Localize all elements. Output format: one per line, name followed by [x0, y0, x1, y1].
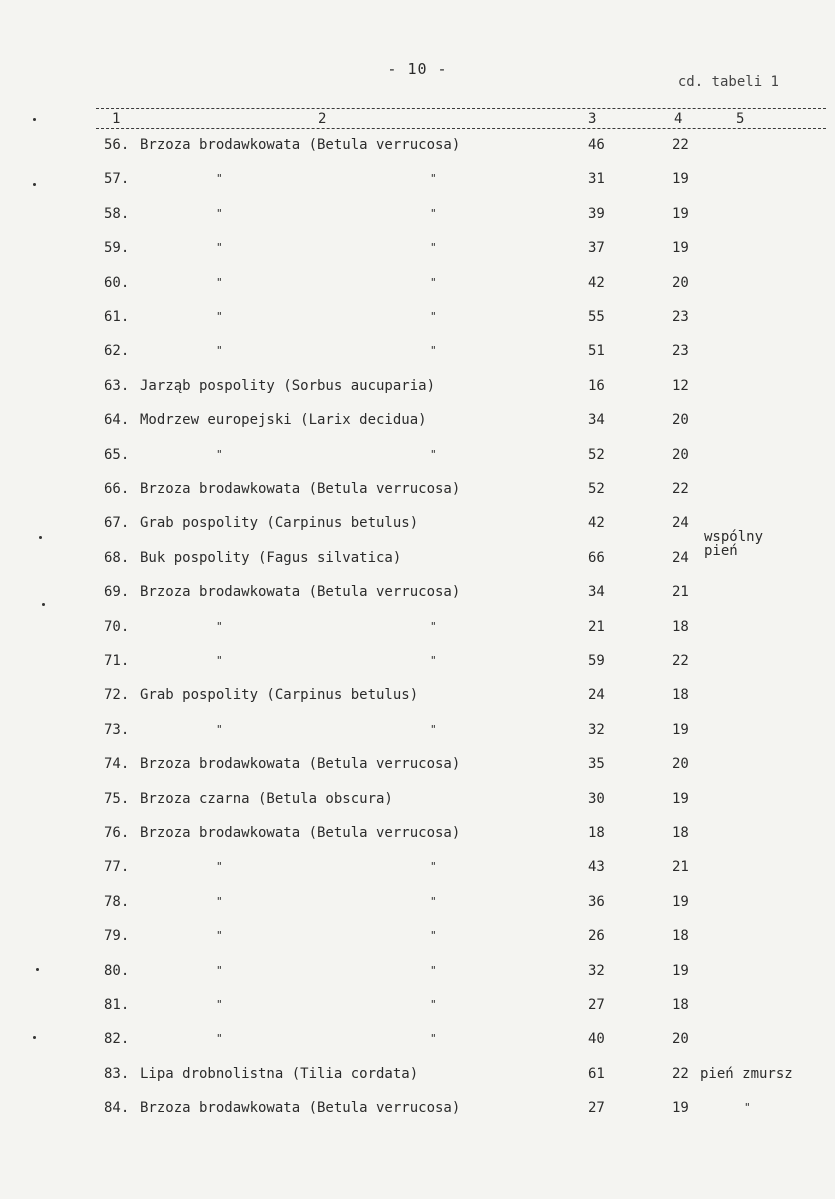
row-number: 57.: [104, 171, 130, 188]
value-col-3: 34: [588, 584, 605, 601]
species-name: Brzoza brodawkowata (Betula verrucosa): [140, 584, 461, 601]
value-col-3: 46: [588, 137, 605, 153]
table-row: [0, 924, 835, 948]
value-col-4: 22: [672, 137, 689, 153]
table-row: [0, 993, 835, 1017]
value-col-3: 39: [588, 205, 605, 222]
species-name: Grab pospolity (Carpinus betulus): [140, 687, 419, 704]
value-col-4: 22: [672, 653, 689, 669]
margin-mark: [39, 536, 42, 539]
species-name: Brzoza brodawkowata (Betula verrucosa): [140, 1100, 461, 1117]
value-col-3: 21: [588, 618, 605, 635]
page-number: - 10 -: [387, 60, 448, 78]
species-name: Brzoza brodawkowata (Betula verrucosa): [140, 756, 461, 773]
remark: pień zmursz: [700, 1065, 793, 1082]
ditto-mark: ": [430, 310, 437, 323]
ditto-mark: ": [216, 206, 223, 220]
ditto-mark: ": [430, 344, 437, 358]
table-row: [0, 649, 835, 673]
value-col-3: 32: [588, 721, 605, 738]
value-col-4: 19: [672, 893, 689, 910]
table-row: [0, 718, 835, 742]
ditto-mark: ": [216, 172, 223, 186]
table-row: [0, 1062, 835, 1086]
value-col-4: 19: [672, 790, 689, 807]
ditto-mark: ": [430, 654, 437, 667]
value-col-4: 20: [672, 1031, 689, 1048]
value-col-3: 35: [588, 756, 605, 773]
ditto-mark: ": [430, 275, 437, 289]
value-col-4: 18: [672, 687, 689, 704]
value-col-4: 22: [672, 1065, 689, 1082]
ditto-mark: ": [216, 310, 223, 323]
table-row: [0, 752, 835, 776]
value-col-3: 37: [588, 240, 605, 257]
row-number: 64.: [104, 412, 130, 429]
column-header-5: 5: [736, 111, 745, 127]
ditto-mark: ": [430, 172, 437, 186]
value-col-4: 19: [672, 721, 689, 738]
value-col-3: 55: [588, 309, 605, 325]
value-col-4: 18: [672, 928, 689, 945]
table-row: [0, 855, 835, 879]
row-number: 82.: [104, 1031, 130, 1048]
remark: ": [744, 1101, 751, 1115]
value-col-4: 23: [672, 343, 689, 360]
ditto-mark: ": [216, 1032, 223, 1046]
value-col-3: 32: [588, 962, 605, 979]
value-col-3: 27: [588, 997, 605, 1013]
margin-mark: [36, 968, 39, 971]
species-name: Brzoza brodawkowata (Betula verrucosa): [140, 481, 461, 497]
value-col-4: 24: [672, 515, 689, 532]
value-col-3: 16: [588, 377, 605, 394]
row-number: 84.: [104, 1100, 130, 1117]
row-number: 74.: [104, 756, 130, 773]
ditto-mark: ": [430, 998, 437, 1011]
row-number: 75.: [104, 790, 130, 807]
row-number: 70.: [104, 618, 130, 635]
value-col-3: 52: [588, 446, 605, 463]
value-col-3: 52: [588, 481, 605, 497]
value-col-4: 18: [672, 997, 689, 1013]
value-col-3: 40: [588, 1031, 605, 1048]
row-number: 60.: [104, 274, 130, 291]
table-row: [0, 615, 835, 639]
ditto-mark: ": [430, 619, 437, 633]
row-number: 81.: [104, 997, 130, 1013]
table-row: [0, 787, 835, 811]
value-col-4: 19: [672, 1100, 689, 1117]
row-number: 69.: [104, 584, 130, 601]
margin-mark: [33, 118, 36, 121]
row-number: 58.: [104, 205, 130, 222]
row-number: 59.: [104, 240, 130, 257]
table-top-rule: [96, 108, 826, 109]
value-col-3: 42: [588, 274, 605, 291]
value-col-3: 42: [588, 515, 605, 532]
row-number: 65.: [104, 446, 130, 463]
value-col-3: 43: [588, 859, 605, 876]
row-number: 56.: [104, 137, 130, 153]
ditto-mark: ": [430, 963, 437, 977]
row-number: 72.: [104, 687, 130, 704]
table-header-rule: [96, 128, 826, 129]
table-continuation-label: cd. tabeli 1: [677, 74, 779, 90]
value-col-4: 20: [672, 756, 689, 773]
table-row: [0, 202, 835, 226]
table-row: [0, 821, 835, 845]
value-col-3: 27: [588, 1100, 605, 1117]
column-header-3: 3: [588, 111, 597, 127]
ditto-mark: ": [216, 275, 223, 289]
value-col-4: 24: [672, 549, 689, 566]
margin-mark: [33, 183, 36, 186]
value-col-4: 18: [672, 618, 689, 635]
ditto-mark: ": [216, 963, 223, 977]
table-row: [0, 339, 835, 363]
row-number: 61.: [104, 309, 130, 325]
row-number: 76.: [104, 825, 130, 841]
species-name: Brzoza czarna (Betula obscura): [140, 790, 393, 807]
value-col-3: 26: [588, 928, 605, 945]
ditto-mark: ": [430, 206, 437, 220]
table-row: [0, 236, 835, 260]
shared-trunk-note: wspólny pień: [704, 529, 764, 559]
value-col-3: 24: [588, 687, 605, 704]
row-number: 80.: [104, 962, 130, 979]
value-col-3: 61: [588, 1065, 605, 1082]
ditto-mark: ": [430, 722, 437, 736]
species-name: Lipa drobnolistna (Tilia cordata): [140, 1065, 419, 1082]
ditto-mark: ": [216, 860, 223, 874]
value-col-4: 12: [672, 377, 689, 394]
row-number: 67.: [104, 515, 130, 532]
value-col-3: 59: [588, 653, 605, 669]
species-name: Jarząb pospolity (Sorbus aucuparia): [140, 377, 436, 394]
value-col-4: 20: [672, 412, 689, 429]
row-number: 62.: [104, 343, 130, 360]
ditto-mark: ": [216, 894, 223, 908]
ditto-mark: ": [430, 929, 437, 943]
table-row: [0, 374, 835, 398]
table-row: [0, 1096, 835, 1120]
ditto-mark: ": [430, 447, 437, 461]
row-number: 73.: [104, 721, 130, 738]
table-row: [0, 580, 835, 604]
value-col-4: 20: [672, 274, 689, 291]
table-row: [0, 305, 835, 329]
ditto-mark: ": [216, 998, 223, 1011]
value-col-3: 51: [588, 343, 605, 360]
column-header-2: 2: [318, 111, 327, 127]
value-col-3: 30: [588, 790, 605, 807]
row-number: 77.: [104, 859, 130, 876]
row-number: 79.: [104, 928, 130, 945]
value-col-3: 31: [588, 171, 605, 188]
ditto-mark: ": [430, 860, 437, 874]
value-col-4: 19: [672, 205, 689, 222]
value-col-4: 19: [672, 240, 689, 257]
species-name: Modrzew europejski (Larix decidua): [140, 412, 427, 429]
table-row: [0, 133, 835, 157]
table-row: [0, 443, 835, 467]
value-col-4: 18: [672, 825, 689, 841]
row-number: 68.: [104, 549, 130, 566]
table-row: [0, 408, 835, 432]
ditto-mark: ": [216, 929, 223, 943]
table-row: [0, 271, 835, 295]
table-row: [0, 1027, 835, 1051]
row-number: 63.: [104, 377, 130, 394]
ditto-mark: ": [216, 241, 223, 255]
table-row: [0, 167, 835, 191]
species-name: Grab pospolity (Carpinus betulus): [140, 515, 419, 532]
value-col-4: 21: [672, 584, 689, 601]
row-number: 71.: [104, 653, 130, 669]
value-col-4: 23: [672, 309, 689, 325]
table-row: [0, 890, 835, 914]
row-number: 78.: [104, 893, 130, 910]
ditto-mark: ": [430, 241, 437, 255]
table-row: [0, 477, 835, 501]
value-col-4: 19: [672, 962, 689, 979]
value-col-3: 34: [588, 412, 605, 429]
row-number: 83.: [104, 1065, 130, 1082]
value-col-3: 66: [588, 549, 605, 566]
ditto-mark: ": [216, 722, 223, 736]
value-col-3: 36: [588, 893, 605, 910]
species-name: Brzoza brodawkowata (Betula verrucosa): [140, 137, 461, 153]
species-name: Brzoza brodawkowata (Betula verrucosa): [140, 825, 461, 841]
value-col-4: 22: [672, 481, 689, 497]
value-col-3: 18: [588, 825, 605, 841]
ditto-mark: ": [216, 447, 223, 461]
value-col-4: 21: [672, 859, 689, 876]
margin-mark: [33, 1036, 36, 1039]
ditto-mark: ": [430, 1032, 437, 1046]
ditto-mark: ": [216, 619, 223, 633]
margin-mark: [42, 603, 45, 606]
species-name: Buk pospolity (Fagus silvatica): [140, 549, 402, 566]
table-row: [0, 683, 835, 707]
table-row: [0, 959, 835, 983]
row-number: 66.: [104, 481, 130, 497]
column-header-1: 1: [112, 111, 121, 127]
ditto-mark: ": [430, 894, 437, 908]
value-col-4: 19: [672, 171, 689, 188]
ditto-mark: ": [216, 654, 223, 667]
value-col-4: 20: [672, 446, 689, 463]
column-header-4: 4: [674, 111, 683, 127]
ditto-mark: ": [216, 344, 223, 358]
